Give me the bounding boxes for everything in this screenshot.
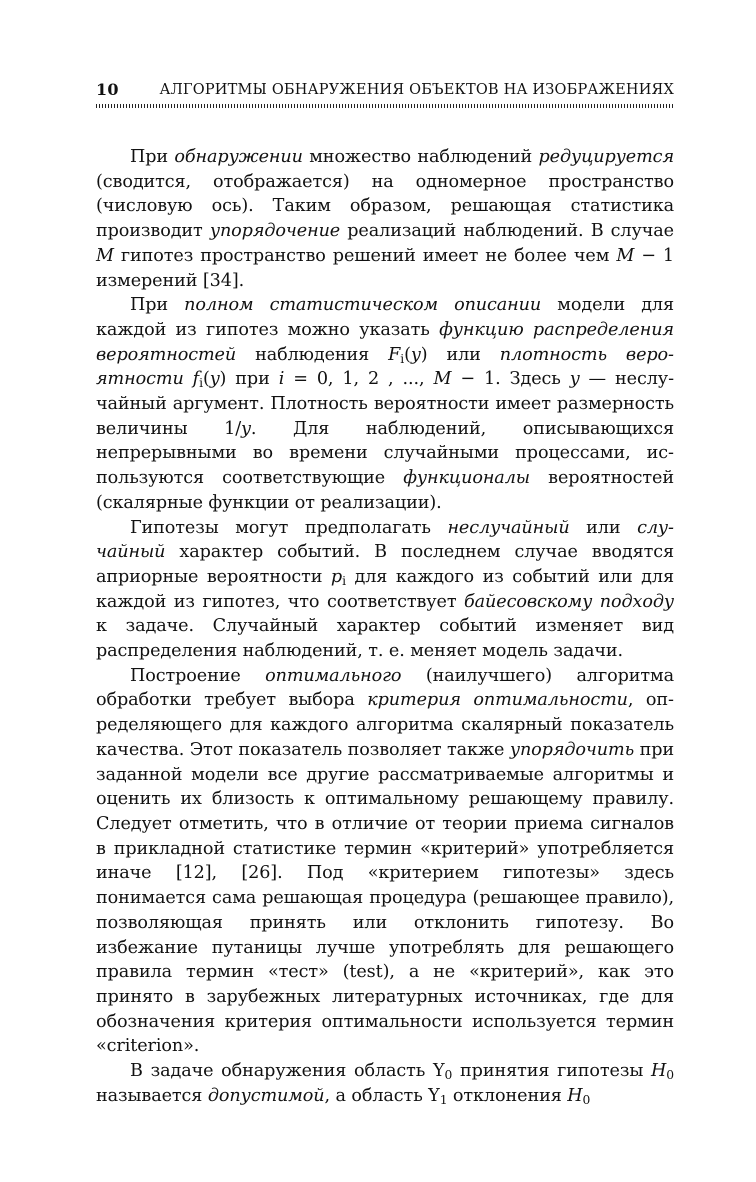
paragraph-4: Построение оптимального (наилучшего) алгоритма обработки требует выбора критерия оптимальности, определяющего для каждого алгоритма скалярный показатель качества. Этот показатель позволяет также упорядочить при заданной модели все другие рассматриваемые алгоритмы и оценить их близость к оптимальному решающему правилу. Следует отметить, что в отличие от теории приема сигналов в прикладной статистике термин «критерий» употребляется иначе [12], [26]. Под «критерием гипотезы» здесь понимается сама решающая процедура (решающее правило), позволяющая принять или отклонить гипотезу. Во избежание путаницы лучше употреблять для решающего правила термин «тест» (test), а не «критерий», как это принято в зарубежных литературных источниках, где для обозначения критерия оптимальности используется термин «criterion». — [96, 665, 674, 1057]
paragraph-1: При обнаружении множество наблюдений редуцируется (сводится, отображается) на одномерное пространство (числовую ось). Таким образом, решающая статистика производит упорядочение реализаций наблюдений. В случае M гипотез пространство решений имеет не более чем M − 1 измерений [34]. — [96, 147, 674, 291]
paragraph-2: При полном статистическом описании модели для каждой из гипотез можно указать функцию распределения вероятностей наблюдения $F_i(y)$ или плотность вероятности $f_i(y)$ при i = 0, 1, 2 , ..., M − 1. Здесь y — неслучайный аргумент. Плотность вероятности имеет размерность величины 1/y. Для наблюдений, описывающихся непрерывными во времени случайными процессами, используются соответствующие функционалы вероятностей (скалярные функции от реализации). — [96, 295, 675, 513]
page-number: 10 — [96, 80, 119, 99]
paragraph-3: Гипотезы могут предполагать неслучайный или случайный характер событий. В последнем случае вводятся априорные вероятности $p_i$ для каждого из событий или для каждой из гипотез, что соответствует байесовскому подходу к задаче. Случайный характер событий изменяет вид распределения наблюдений, т. е. меняет модель задачи. — [96, 517, 674, 662]
page-body — [96, 145, 674, 1108]
header-rule — [96, 104, 674, 108]
paragraph-5: В задаче обнаружения область $Y_0$ принятия гипотезы $H_0$ называется допустимой, а область $Y_1$ отклонения $H_0$ — [96, 1061, 674, 1107]
running-title: АЛГОРИТМЫ ОБНАРУЖЕНИЯ ОБЪЕКТОВ НА ИЗОБРАЖЕНИЯХ — [159, 82, 674, 98]
page-header — [96, 78, 674, 102]
